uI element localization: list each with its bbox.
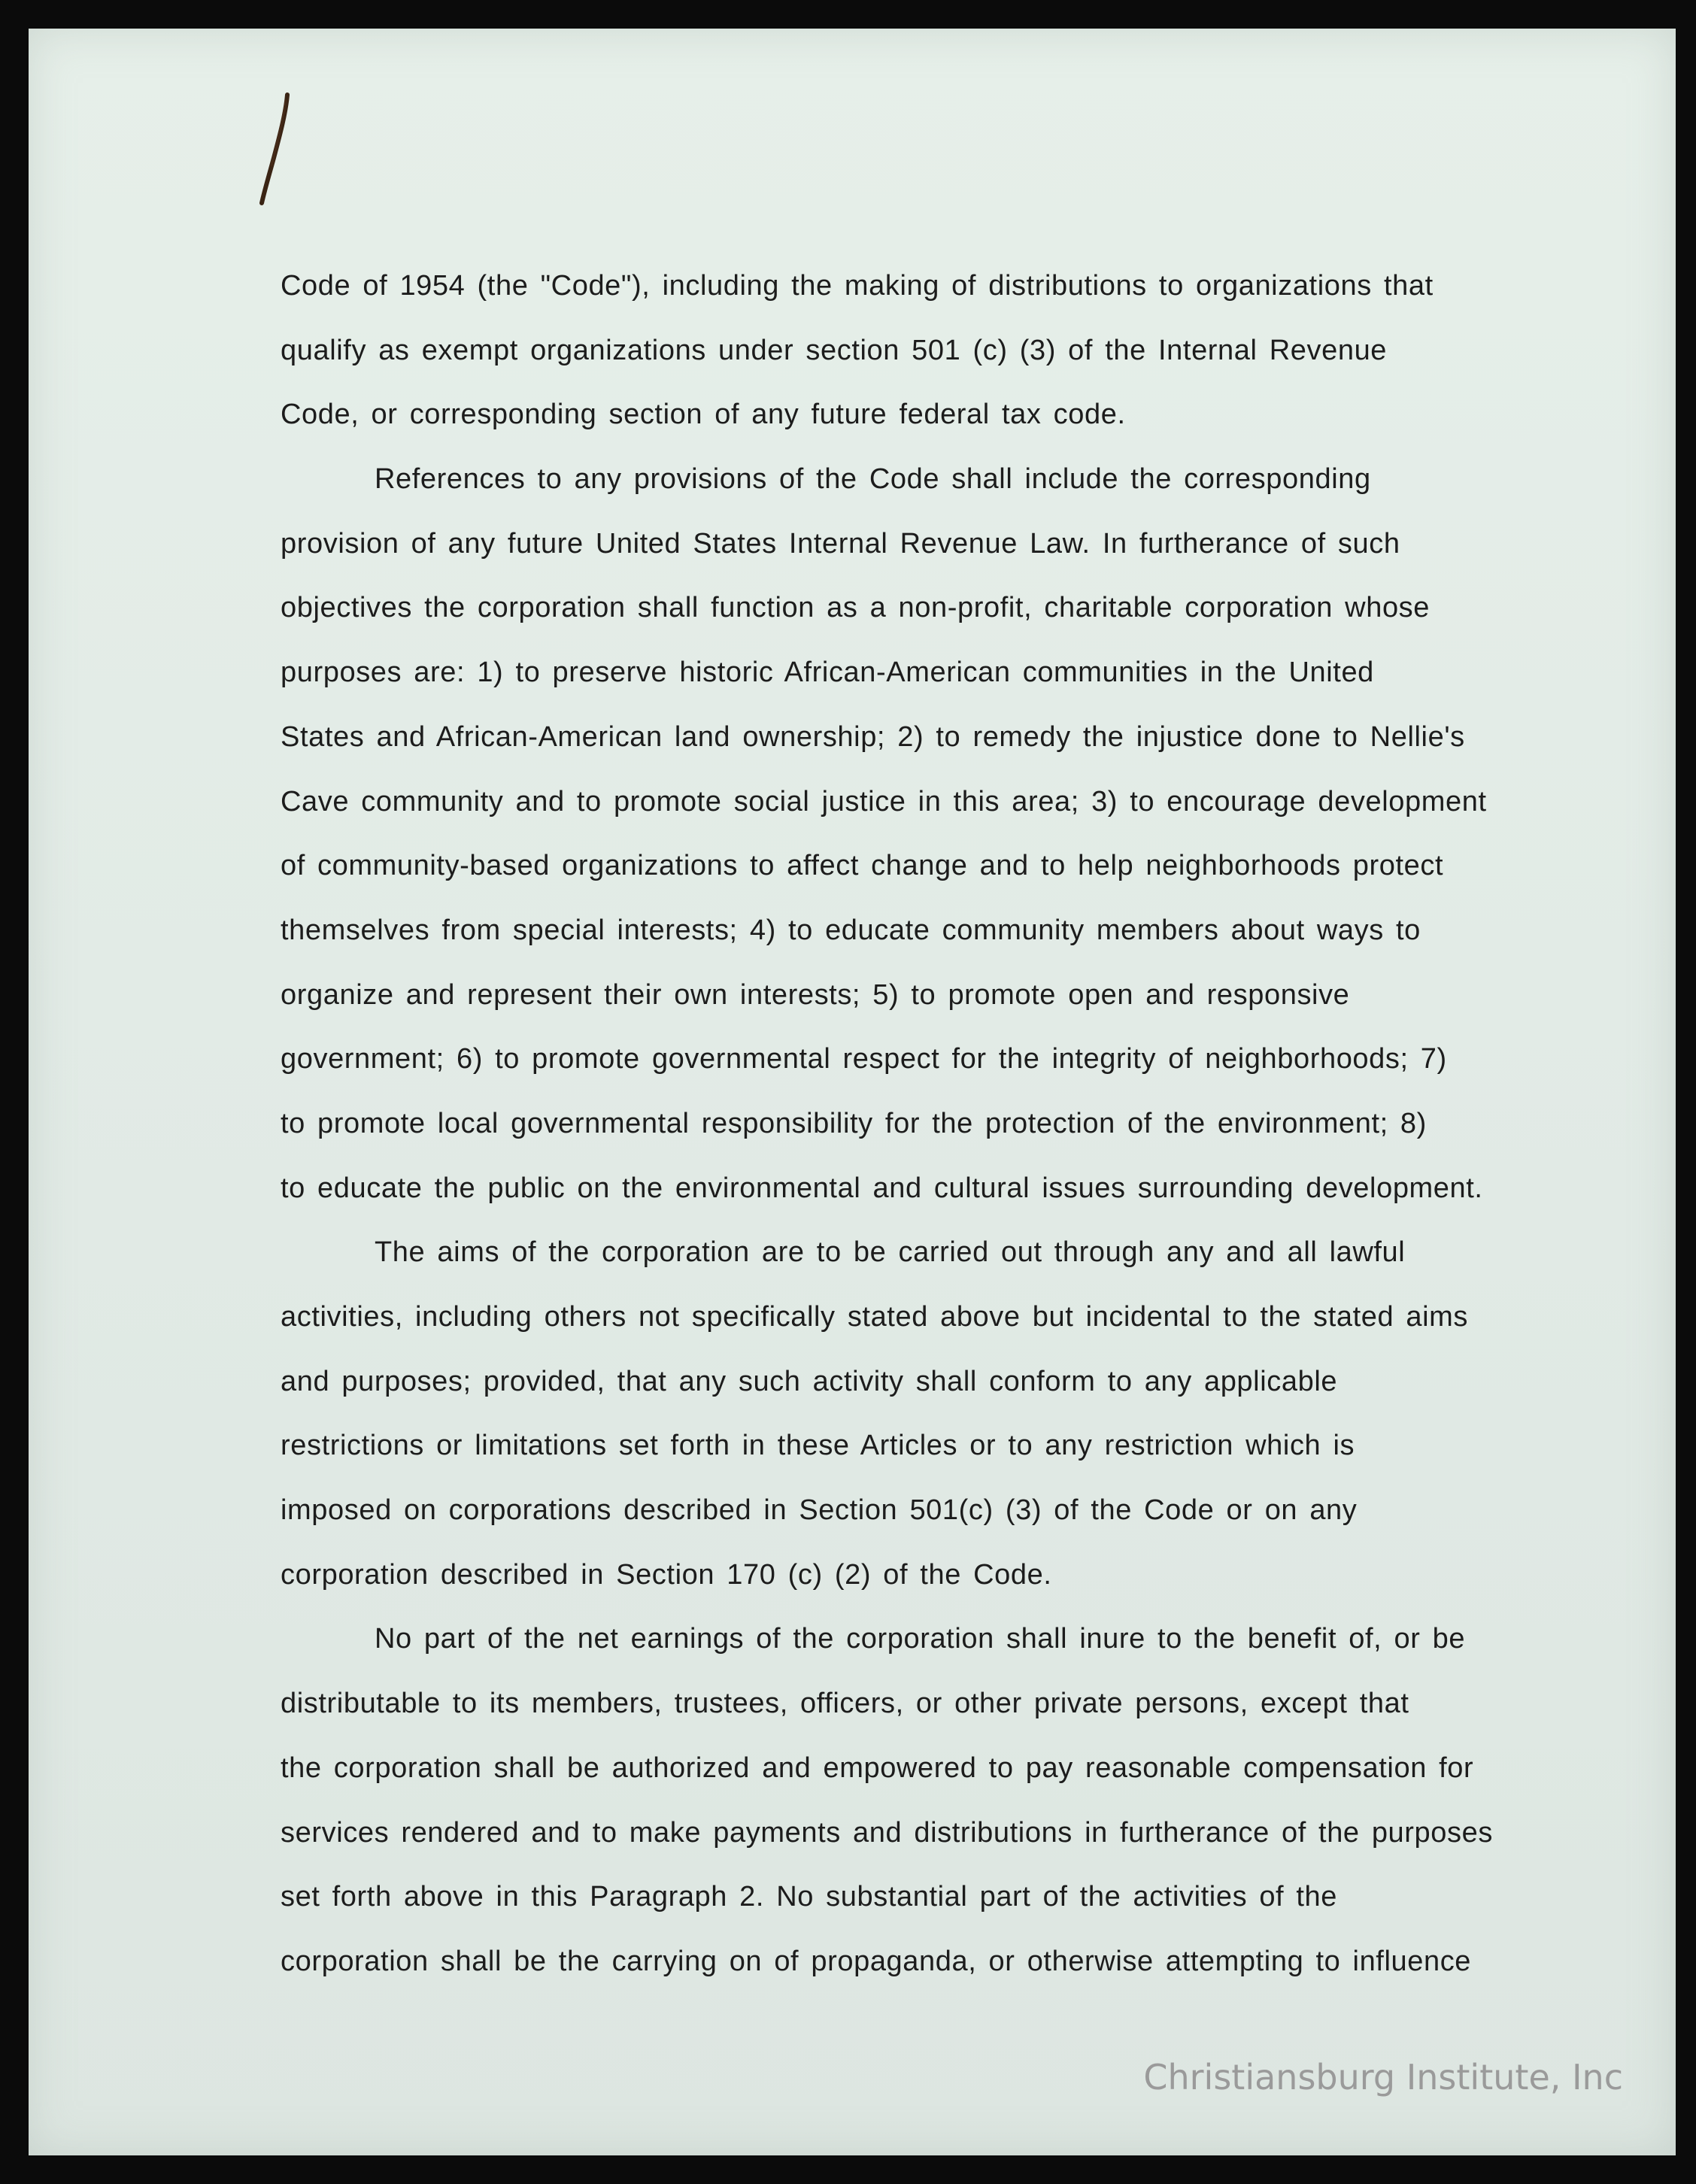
text-line: of community-based organizations to affect change and to help neighborhoods protect bbox=[281, 850, 1444, 882]
text-line: the corporation shall be authorized and empowered to pay reasonable compensation for bbox=[281, 1752, 1474, 1784]
handwritten-slash-mark bbox=[254, 90, 299, 211]
text-line: Code of 1954 (the "Code"), including the making of distributions to organizations that bbox=[281, 270, 1434, 302]
text-line: services rendered and to make payments and distributions in furtherance of the purposes bbox=[281, 1816, 1493, 1849]
paragraph-first-line: References to any provisions of the Code shall include the corresponding bbox=[375, 463, 1371, 496]
text-line: government; 6) to promote governmental respect for the integrity of neighborhoods; 7) bbox=[281, 1043, 1447, 1075]
text-line: to educate the public on the environmental and cultural issues surrounding development. bbox=[281, 1172, 1483, 1204]
text-line: States and African-American land ownership; 2) to remedy the injustice done to Nellie's bbox=[281, 720, 1465, 753]
text-line: imposed on corporations described in Section 501(c) (3) of the Code or on any bbox=[281, 1494, 1358, 1527]
paragraph-first-line: No part of the net earnings of the corporation shall inure to the benefit of, or be bbox=[375, 1623, 1466, 1655]
text-line: to promote local governmental responsibility for the protection of the environment; 8) bbox=[281, 1107, 1427, 1139]
text-line: Code, or corresponding section of any future federal tax code. bbox=[281, 399, 1126, 431]
paragraph-first-line: The aims of the corporation are to be carried out through any and all lawful bbox=[375, 1236, 1406, 1269]
text-line: restrictions or limitations set forth in these Articles or to any restriction which is bbox=[281, 1430, 1355, 1462]
text-line: themselves from special interests; 4) to educate community members about ways to bbox=[281, 914, 1421, 946]
text-line: and purposes; provided, that any such activity shall conform to any applicable bbox=[281, 1365, 1338, 1397]
document-body bbox=[281, 254, 1499, 1994]
document-page bbox=[29, 29, 1676, 2155]
text-line: objectives the corporation shall function as a non-profit, charitable corporation whose bbox=[281, 592, 1431, 624]
text-line: corporation shall be the carrying on of propaganda, or otherwise attempting to influence bbox=[281, 1945, 1472, 1977]
watermark: Christiansburg Institute, Inc bbox=[1143, 2057, 1623, 2098]
text-line: activities, including others not specifically stated above but incidental to the stated aims bbox=[281, 1301, 1469, 1333]
text-line: corporation described in Section 170 (c) (2) of the Code. bbox=[281, 1558, 1052, 1591]
text-line: organize and represent their own interests; 5) to promote open and responsive bbox=[281, 978, 1350, 1011]
text-line: set forth above in this Paragraph 2. No substantial part of the activities of the bbox=[281, 1881, 1337, 1913]
text-line: qualify as exempt organizations under section 501 (c) (3) of the Internal Revenue bbox=[281, 334, 1388, 366]
text-line: distributable to its members, trustees, officers, or other private persons, except that bbox=[281, 1688, 1409, 1720]
text-line: Cave community and to promote social justice in this area; 3) to encourage development bbox=[281, 785, 1487, 817]
text-line: purposes are: 1) to preserve historic African-American communities in the United bbox=[281, 657, 1374, 689]
text-line: provision of any future United States Internal Revenue Law. In furtherance of such bbox=[281, 527, 1400, 560]
